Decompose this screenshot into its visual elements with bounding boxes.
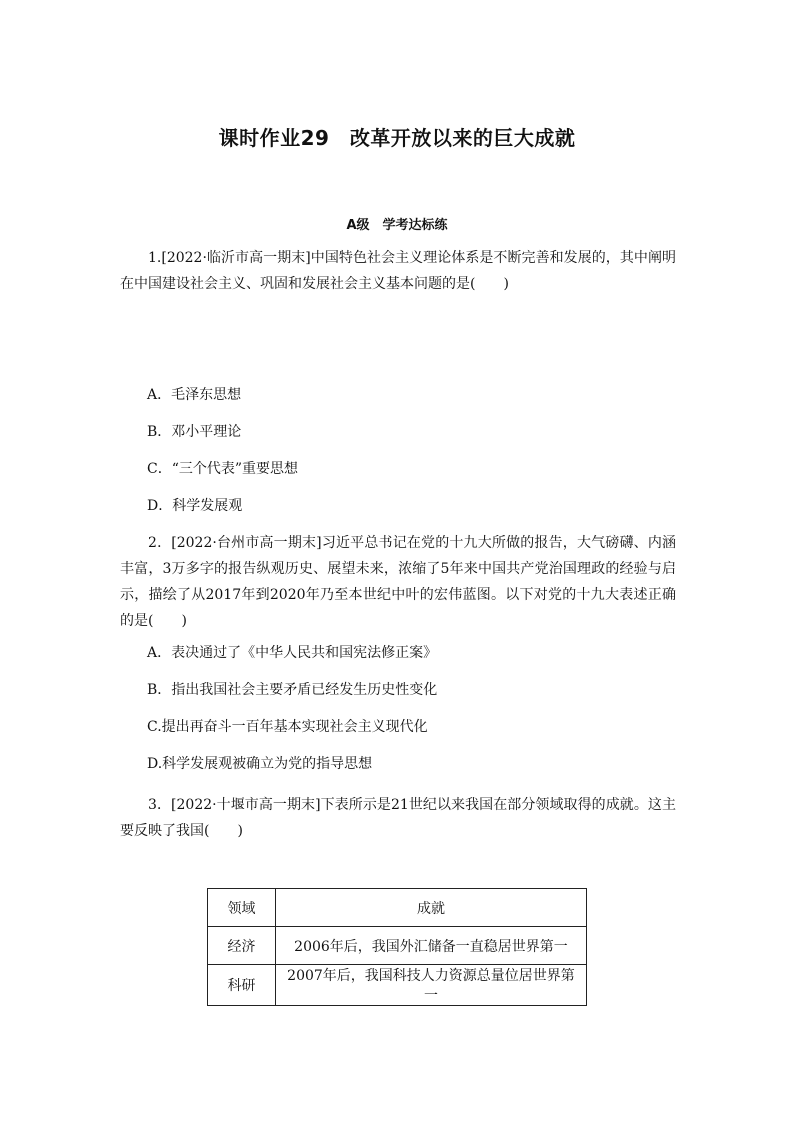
table-cell-field: 经济 bbox=[208, 927, 276, 965]
question-1-option-d[interactable]: D．科学发展观 bbox=[147, 498, 243, 514]
question-2-option-c[interactable]: C.提出再奋斗一百年基本实现社会主义现代化 bbox=[147, 719, 428, 735]
question-2-option-a[interactable]: A．表决通过了《中华人民共和国宪法修正案》 bbox=[147, 645, 438, 661]
question-3-stem: 3．[2022·十堰市高一期末]下表所示是21世纪以来我国在部分领域取得的成就。这主要反映了我国( ) bbox=[120, 797, 676, 839]
table-cell-achievement: 2006年后，我国外汇储备一直稳居世界第一 bbox=[276, 927, 587, 965]
table-header-field: 领域 bbox=[208, 889, 276, 927]
achievements-table bbox=[207, 888, 587, 1006]
question-1-option-c[interactable]: C．“三个代表”重要思想 bbox=[147, 461, 299, 477]
question-2-option-d[interactable]: D.科学发展观被确立为党的指导思想 bbox=[147, 756, 373, 772]
table-row bbox=[208, 927, 587, 965]
question-1-option-a[interactable]: A．毛泽东思想 bbox=[147, 387, 242, 403]
page-title: 课时作业29 改革开放以来的巨大成就 bbox=[218, 126, 576, 150]
table-cell-field: 科研 bbox=[208, 965, 276, 1006]
question-2-option-b[interactable]: B．指出我国社会主要矛盾已经发生历史性变化 bbox=[147, 682, 438, 698]
table-header-achievement: 成就 bbox=[276, 889, 587, 927]
table-row bbox=[208, 965, 587, 1006]
table-header-row bbox=[208, 889, 587, 927]
table-cell-achievement: 2007年后，我国科技人力资源总量位居世界第一 bbox=[276, 965, 587, 1006]
question-2-stem: 2．[2022·台州市高一期末]习近平总书记在党的十九大所做的报告，大气磅礴、内涵丰富，3万多字的报告纵观历史、展望未来，浓缩了5年来中国共产党治国理政的经验与启示，描绘了从2017年到2020年乃至本世纪中叶的宏伟蓝图。以下对党的十九大表述正确的是( ) bbox=[120, 535, 676, 629]
question-1-stem: 1.[2022·临沂市高一期末]中国特色社会主义理论体系是不断完善和发展的，其中阐明在中国建设社会主义、巩固和发展社会主义基本问题的是( ) bbox=[120, 250, 676, 292]
question-1-option-b[interactable]: B．邓小平理论 bbox=[147, 424, 242, 440]
section-heading: A级 学考达标练 bbox=[346, 218, 448, 233]
